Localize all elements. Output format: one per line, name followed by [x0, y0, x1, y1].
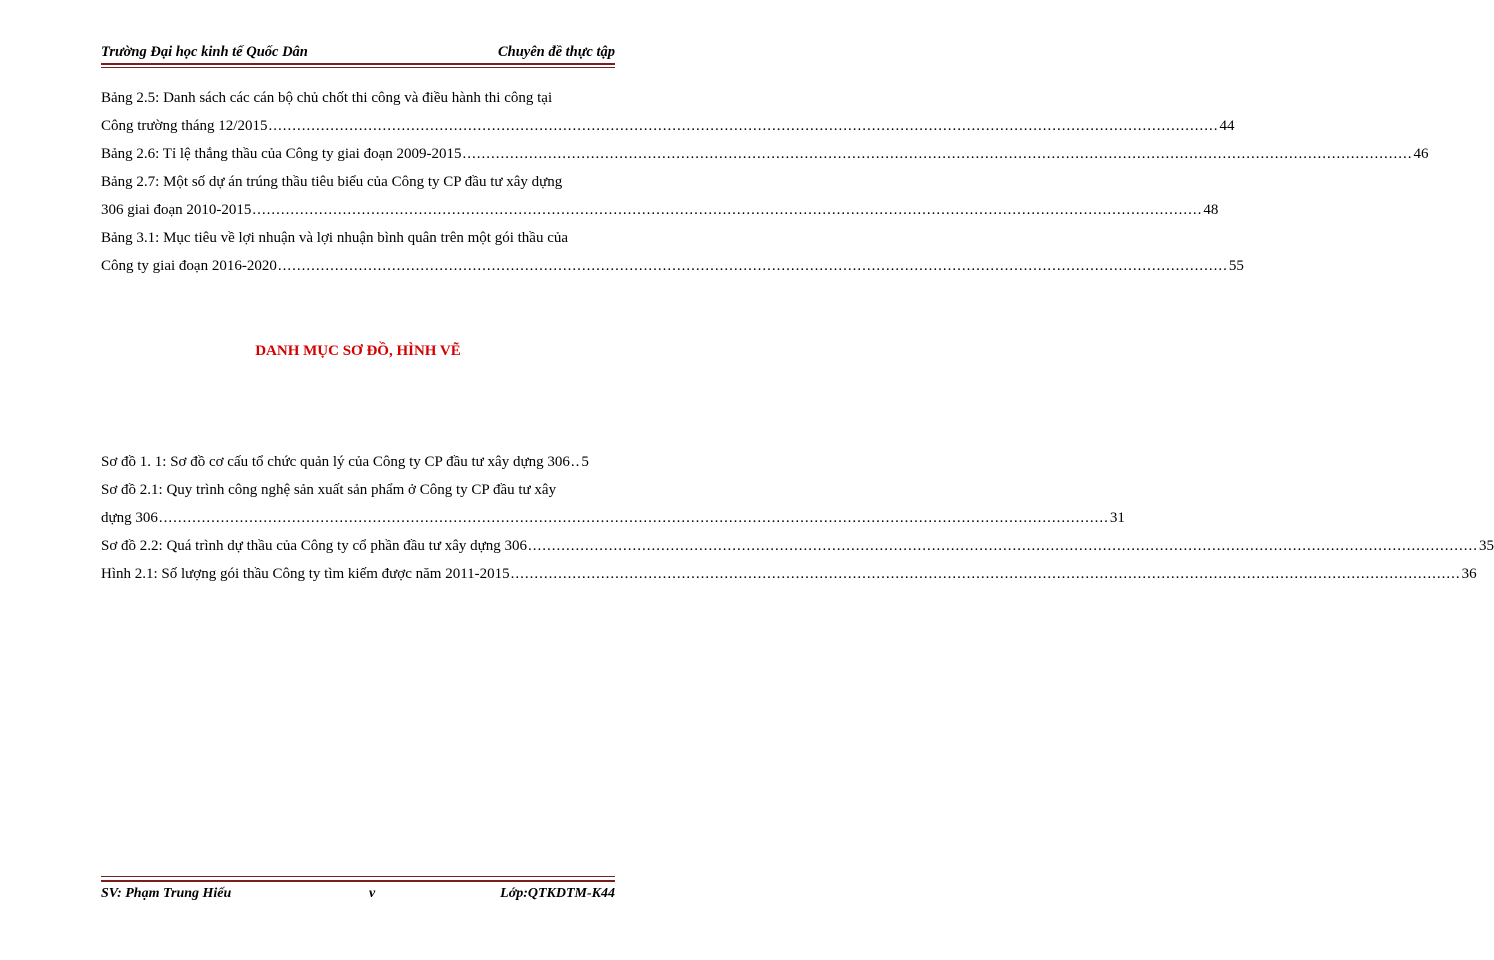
toc-entry	[101, 224, 1244, 280]
page-number: 48	[1203, 202, 1219, 218]
toc-entry-lastline: Công ty giai đoạn 2016-2020 ........................................................................................................................................................................................................ 55	[101, 252, 615, 280]
page-number: 5	[581, 454, 589, 470]
toc-entry-lastline: Công trường tháng 12/2015 ........................................................................................................................................................................................................ 44	[101, 112, 615, 140]
footer-student: SV: Phạm Trung Hiếu	[101, 886, 232, 901]
header-university: Trường Đại học kinh tế Quốc Dân	[101, 44, 308, 60]
page-number: 36	[1461, 566, 1477, 582]
toc-entry	[101, 532, 1494, 560]
toc-entry	[101, 476, 1125, 532]
header-rule	[101, 63, 615, 65]
toc-entry-lastline: Sơ đồ 2.2: Quá trình dự thầu của Công ty cổ phần đầu tư xây dựng 306 ........................................................................................................................................................................................................ 35	[101, 532, 615, 560]
toc-entry-line: Bảng 2.7: Một số dự án trúng thầu tiêu biểu của Công ty CP đầu tư xây dựng	[101, 174, 563, 190]
toc-entry-line: Bảng 2.5: Danh sách các cán bộ chủ chốt thi công và điều hành thi công tại	[101, 90, 553, 106]
tables-list	[101, 84, 1429, 280]
page-number: 55	[1228, 258, 1244, 274]
toc-entry	[101, 140, 1429, 168]
footer-rule	[101, 880, 615, 882]
page-number: 35	[1479, 538, 1494, 554]
toc-entry	[101, 84, 1235, 140]
toc-entry-lastline: 306 giai đoạn 2010-2015 ........................................................................................................................................................................................................ 48	[101, 196, 615, 224]
figures-list	[101, 448, 1494, 588]
page-footer	[101, 876, 615, 906]
toc-entry-lastline: dựng 306 ........................................................................................................................................................................................................ 31	[101, 504, 615, 532]
page-header	[101, 42, 615, 68]
toc-entry-line: Bảng 3.1: Mục tiêu về lợi nhuận và lợi nhuận bình quân trên một gói thầu của	[101, 230, 569, 246]
toc-entry	[101, 168, 1219, 224]
footer-rule	[101, 876, 615, 877]
toc-entry-lastline: Hình 2.1: Số lượng gói thầu Công ty tìm kiếm được năm 2011-2015 ........................................................................................................................................................................................................ 36	[101, 560, 615, 588]
page-number: 31	[1109, 510, 1125, 526]
toc-entry-line: Sơ đồ 2.1: Quy trình công nghệ sản xuất sản phẩm ở Công ty CP đầu tư xây	[101, 482, 557, 498]
toc-entry-lastline: Sơ đồ 1. 1: Sơ đồ cơ cấu tổ chức quản lý của Công ty CP đầu tư xây dựng 306 .. 5	[101, 448, 615, 476]
toc-entry	[101, 560, 1477, 588]
footer-class: Lớp:QTKDTM-K44	[500, 886, 615, 901]
footer-page-number: v	[369, 886, 376, 901]
page-number: 44	[1219, 118, 1235, 134]
header-rule	[101, 67, 615, 68]
section-title: DANH MỤC SƠ ĐỒ, HÌNH VẼ	[255, 343, 461, 359]
toc-entry-lastline: Bảng 2.6: Tỉ lệ thắng thầu của Công ty giai đoạn 2009-2015 ........................................................................................................................................................................................................ 46	[101, 140, 615, 168]
page-number: 46	[1413, 146, 1429, 162]
toc-entry	[101, 448, 615, 476]
header-document-type: Chuyên đề thực tập	[497, 44, 615, 60]
